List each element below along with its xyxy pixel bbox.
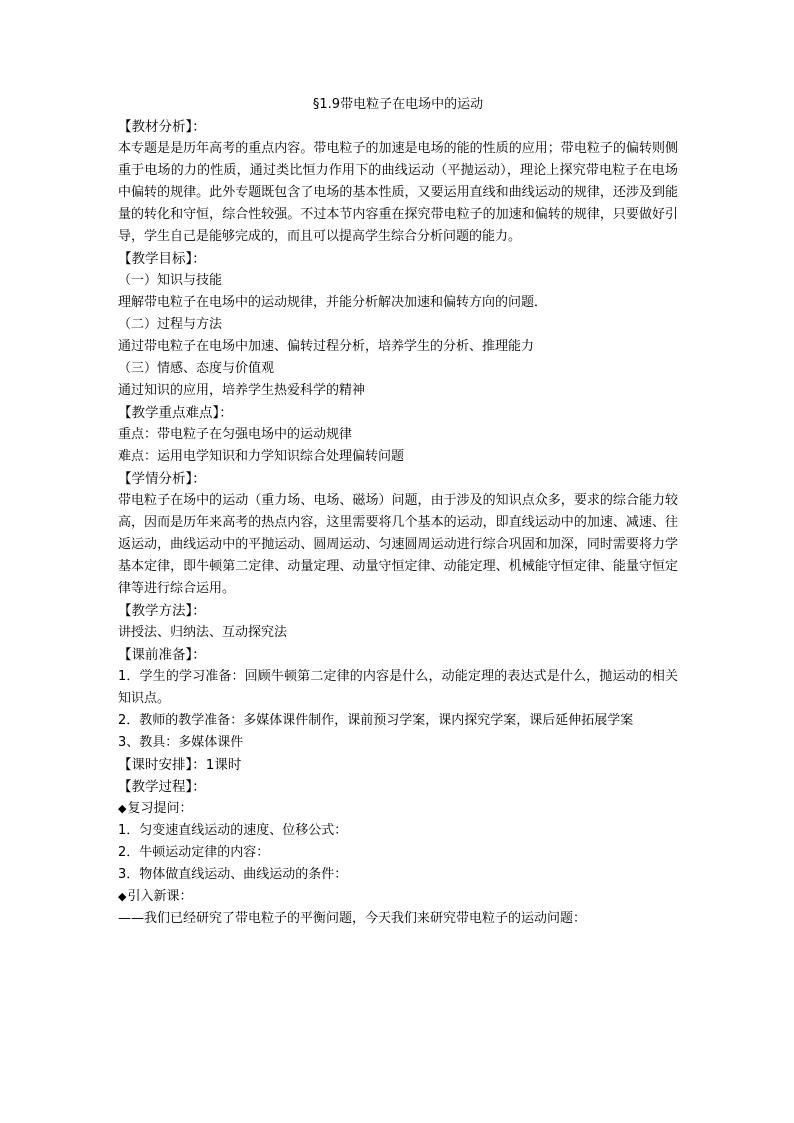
document-page: [118, 94, 678, 930]
review-question-1: 1．匀变速直线运动的速度、位移公式：: [118, 823, 348, 838]
diamond-bullet-icon: ◆: [118, 802, 127, 815]
paragraph-textbook-analysis: 本专题是是历年高考的重点内容。带电粒子的加速是电场的能的性质的应用；带电粒子的偏转则侧重于电场的力的性质，通过类比恒力作用下的曲线运动（平抛运动），理论上探究带电粒子在电场中偏转的规律。此外专题既包含了电场的基本性质，又要运用直线和曲线运动的规律，还涉及到能量的转化和守恒，综合性较强。不过本节内容重在探究带电粒子的加速和偏转的规律，只要做好引导，学生自己是能够完成的，而且可以提高学生综合分析问题的能力。: [118, 141, 678, 244]
review-question-3: 3．物体做直线运动、曲线运动的条件：: [118, 867, 348, 882]
bullet-new-lesson: [118, 886, 678, 908]
section-heading-teaching-process: 【教学过程】：: [118, 779, 206, 795]
bullet-review-questions: [118, 798, 678, 820]
goal-text-process: 通过带电粒子在电场中加速、偏转过程分析，培养学生的分析、推理能力: [118, 339, 535, 354]
goal-subheading-emotion: （三）情感、态度与价值观: [118, 361, 275, 376]
preparation-student: 1．学生的学习准备：回顾牛顿第二定律的内容是什么，动能定理的表达式是什么，抛运动的相关知识点。: [118, 669, 678, 706]
teaching-methods-text: 讲授法、归纳法、互动探究法: [118, 625, 288, 640]
section-heading-preparation: 【课前准备】：: [118, 647, 206, 663]
bullet-review-label: 复习提问：: [127, 801, 193, 816]
key-point-text: 重点：带电粒子在匀强电场中的运动规律: [118, 427, 353, 442]
new-lesson-intro: ——我们已经研究了带电粒子的平衡问题，今天我们来研究带电粒子的运动问题：: [118, 911, 587, 926]
goal-subheading-process: （二）过程与方法: [118, 317, 223, 332]
section-heading-key-points: 【教学重点难点】：: [118, 405, 233, 421]
review-question-2: 2．牛顿运动定律的内容：: [118, 845, 270, 860]
section-heading-textbook-analysis: 【教材分析】：: [118, 119, 206, 135]
section-heading-schedule: 【课时安排】：1课时: [118, 757, 242, 773]
section-heading-teaching-goals: 【教学目标】：: [118, 251, 206, 267]
preparation-aids: 3、教具：多媒体课件: [118, 735, 244, 750]
difficulty-text: 难点：运用电学知识和力学知识综合处理偏转问题: [118, 449, 405, 464]
page-title: §1.9带电粒子在电场中的运动: [312, 97, 484, 112]
goal-text-emotion: 通过知识的应用，培养学生热爱科学的精神: [118, 383, 366, 398]
section-heading-teaching-methods: 【教学方法】：: [118, 603, 206, 619]
paragraph-learner-analysis: 带电粒子在场中的运动（重力场、电场、磁场）问题，由于涉及的知识点众多，要求的综合能力较高，因而是历年来高考的热点内容，这里需要将几个基本的运动，即直线运动中的加速、减速、往返运动，曲线运动中的平抛运动、圆周运动、匀速圆周运动进行综合巩固和加深，同时需要将力学基本定律，即牛顿第二定律、动量定理、动量守恒定律、动能定理、机械能守恒定律、能量守恒定律等进行综合运用。: [118, 493, 678, 596]
preparation-teacher: 2．教师的教学准备：多媒体课件制作，课前预习学案，课内探究学案，课后延伸拓展学案: [118, 713, 634, 728]
section-heading-learner-analysis: 【学情分析】：: [118, 471, 206, 487]
bullet-new-lesson-label: 引入新课：: [127, 889, 193, 904]
goal-subheading-knowledge: （一）知识与技能: [118, 273, 223, 288]
goal-text-knowledge: 理解带电粒子在电场中的运动规律，并能分析解决加速和偏转方向的问题．: [118, 295, 548, 310]
diamond-bullet-icon: ◆: [118, 890, 127, 903]
